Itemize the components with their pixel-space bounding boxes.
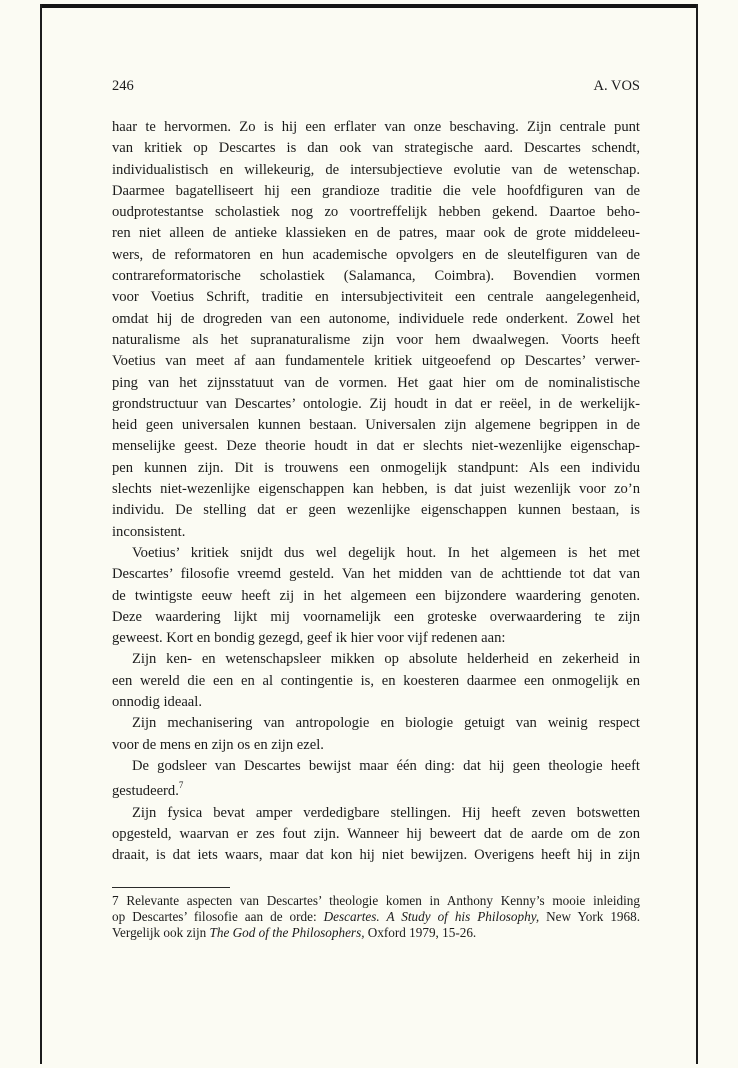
text-run: draait, is dat iets waars, maar dat kon hij niet bewijzen. Overigens heeft hij in zijn	[112, 847, 640, 864]
text-run: oudprotestantse scholastiek nog zo voortreffelijk hebben gekend. Daartoe beho-	[112, 204, 640, 221]
text-line	[112, 692, 640, 713]
text-run: grondstructuur van Descartes’ ontologie. Zij houdt in dat er reëel, in de werkelijk-	[112, 395, 640, 412]
text-run: voor de mens en zijn os en zijn ezel.	[112, 736, 324, 753]
text-line	[112, 845, 640, 866]
text-line	[112, 543, 640, 564]
footnote-reference: 7	[178, 780, 184, 791]
text-line	[112, 266, 640, 287]
text-run: New York 1968.	[539, 909, 640, 924]
text-run: de twintigste eeuw heeft zij in het algemeen een bijzondere waardering genoten.	[112, 587, 640, 604]
text-line	[112, 373, 640, 394]
text-line	[112, 351, 640, 372]
text-run: Vergelijk ook zijn	[112, 925, 210, 940]
text-line	[112, 181, 640, 202]
text-run: gestudeerd.	[112, 783, 179, 800]
footnote-line	[112, 893, 640, 909]
text-line	[112, 138, 640, 159]
text-run: De godsleer van Descartes bewijst maar één ding: dat hij geen theologie heeft	[132, 757, 640, 774]
left-border-rule	[40, 4, 42, 1064]
text-line	[112, 713, 640, 734]
text-line	[112, 436, 640, 457]
text-run: opgesteld, waarvan er zes fout zijn. Wanneer hij beweert dat de aarde om de zon	[112, 825, 640, 842]
text-line	[112, 309, 640, 330]
running-header	[112, 78, 640, 95]
text-line	[112, 649, 640, 670]
text-line	[112, 756, 640, 777]
text-line	[112, 628, 640, 649]
text-run: op Descartes’ filosofie aan de orde:	[112, 909, 324, 924]
text-run: individu. De stelling dat er geen wezenlijke eigenschappen kunnen bestaan, is	[112, 502, 640, 519]
running-head-author: A. VOS	[593, 78, 640, 94]
text-line	[112, 245, 640, 266]
text-run: onnodig ideaal.	[112, 694, 202, 711]
text-run: haar te hervormen. Zo is hij een erflater van onze beschaving. Zijn centrale punt	[112, 119, 640, 135]
text-run: wers, de reformatoren en hun academische opvolgers en de sleutelfiguren van de	[112, 246, 640, 263]
italic-title: Descartes. A Study of his Philosophy,	[323, 909, 540, 924]
text-line	[112, 415, 640, 436]
text-run: menselijke geest. Deze theorie houdt in dat er slechts niet-wezenlijke eigenschap-	[112, 438, 640, 455]
footnote-line	[112, 925, 640, 941]
text-run: naturalisme als het supranaturalisme zijn voor hem dwaalwegen. Voorts heeft	[112, 331, 640, 348]
text-line	[112, 202, 640, 223]
text-line	[112, 394, 640, 415]
text-run: Zijn mechanisering van antropologie en biologie getuigt van weinig respect	[132, 715, 640, 732]
text-run: Voetius van meet af aan fundamentele kritiek uitgeoefend op Descartes’ verwer-	[112, 353, 640, 370]
text-run: inconsistent.	[112, 523, 186, 540]
text-line	[112, 564, 640, 585]
text-line	[112, 803, 640, 824]
text-line	[112, 824, 640, 845]
text-run: individualistisch en willekeurig, de intersubjectieve evolutie van de wetenschap.	[112, 161, 640, 178]
text-run: van kritiek op Descartes is dan ook van strategische aard. Descartes schendt,	[112, 140, 640, 157]
footnote-separator	[112, 887, 230, 888]
text-run: voor Voetius Schrift, traditie en intersubjectiviteit een centrale aangelegenheid,	[112, 289, 640, 306]
text-run: Descartes’ filosofie vreemd gesteld. Van het midden van de achttiende tot dat van	[112, 566, 640, 583]
footnote-section	[112, 893, 640, 941]
text-run: omdat hij de drogreden van een autonome, individuele rede onderkent. Zowel het	[112, 310, 640, 327]
text-line	[112, 735, 640, 756]
text-line	[112, 522, 640, 543]
main-text	[112, 117, 640, 866]
page-number: 246	[112, 78, 134, 94]
text-run: 7 Relevante aspecten van Descartes’ theologie komen in Anthony Kenny’s mooie inleiding	[112, 893, 640, 908]
text-line	[112, 781, 640, 802]
text-run: slechts niet-wezenlijke eigenschappen kan hebben, is dat juist wezenlijk voor zo’n	[112, 481, 640, 498]
text-line	[112, 586, 640, 607]
text-run: Voetius’ kritiek snijdt dus wel degelijk hout. In het algemeen is het met	[132, 544, 640, 561]
text-run: Zijn fysica bevat amper verdedigbare stellingen. Hij heeft zeven botswetten	[132, 804, 640, 821]
text-run: pen kunnen zijn. Dit is trouwens een onmogelijk standpunt: Als een individu	[112, 459, 640, 476]
text-line	[112, 160, 640, 181]
text-run: Daarmee bagatelliseert hij een grandioze traditie die vele hoofdfiguren van de	[112, 182, 640, 199]
text-run: heid geen universalen kunnen bestaan. Universalen zijn algemene begrippen in de	[112, 417, 640, 434]
text-run: Zijn ken- en wetenschapsleer mikken op absolute helderheid en zekerheid in	[132, 651, 640, 668]
text-line	[112, 117, 640, 138]
text-line	[112, 500, 640, 521]
text-line	[112, 458, 640, 479]
top-border-rule	[40, 4, 698, 8]
text-run: Deze waardering lijkt mij voornamelijk een groteske overwaardering te zijn	[112, 608, 640, 625]
text-run: contrareformatorische scholastiek (Salamanca, Coimbra). Bovendien vormen	[112, 268, 640, 285]
text-line	[112, 479, 640, 500]
text-run: ping van het zijnsstatuut van de vormen. Het gaat hier om de nominalistische	[112, 374, 640, 391]
text-line	[112, 330, 640, 351]
text-line	[112, 287, 640, 308]
italic-title: The God of the Philosophers,	[209, 925, 365, 940]
text-run: een wereld die een en al contingentie is, en koesteren daarmee een onmogelijk en	[112, 672, 640, 689]
right-border-rule	[696, 4, 698, 1064]
text-run: geweest. Kort en bondig gezegd, geef ik hier voor vijf redenen aan:	[112, 630, 506, 647]
text-line	[112, 223, 640, 244]
text-line	[112, 607, 640, 628]
text-run: Oxford 1979, 15-26.	[364, 925, 477, 940]
footnote-line	[112, 909, 640, 925]
text-run: ren niet alleen de antieke klassieken en de patres, maar ook de grote middeleeu-	[112, 225, 640, 242]
text-line	[112, 671, 640, 692]
